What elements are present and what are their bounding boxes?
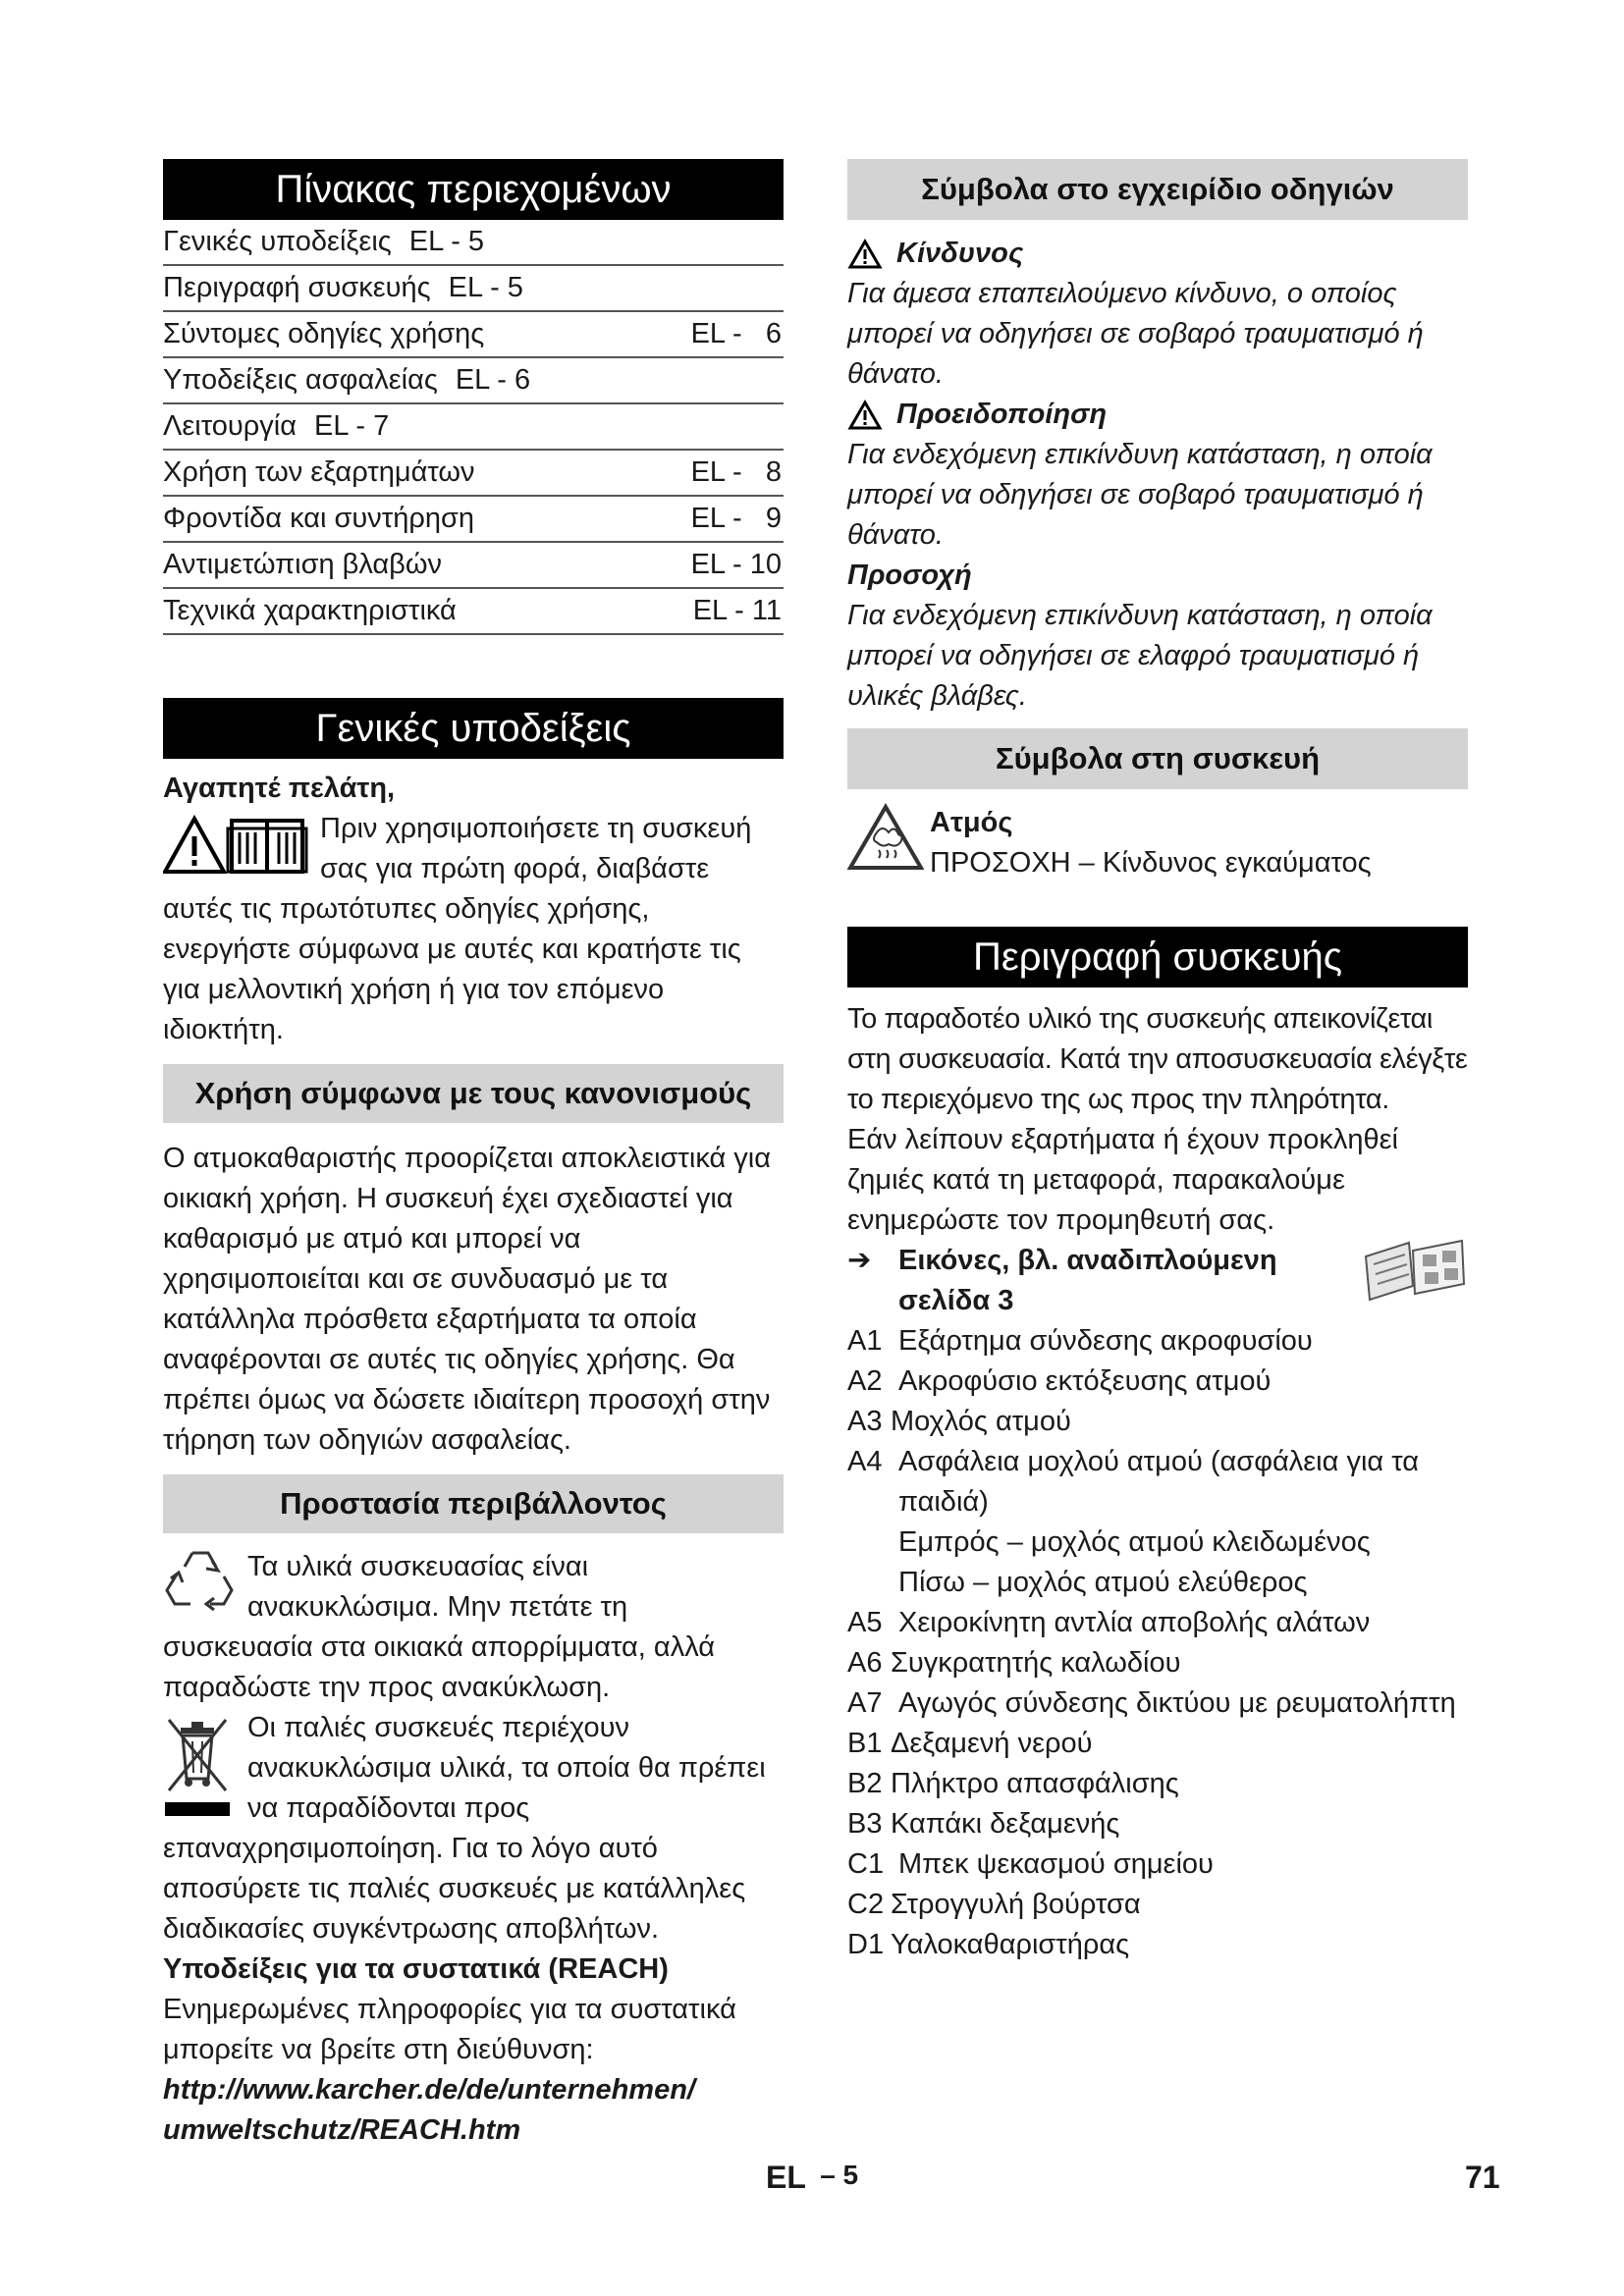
legend-text: Εξάρτημα σύνδεσης ακροφυσίου — [898, 1325, 1313, 1357]
left-column — [163, 159, 784, 2151]
legend-code: D1 — [847, 1929, 885, 1960]
footer-language — [766, 2160, 858, 2196]
figures-reference — [847, 1241, 1468, 1321]
legend-code: A5 — [847, 1607, 883, 1638]
toc-row-page: EL - 6 — [455, 364, 531, 396]
reach-text: Ενημερωμένες πληροφορίες για τα συστατικά μπορείτε να βρείτε στη διεύθυνση: — [163, 1994, 736, 2065]
intro-block — [163, 809, 784, 889]
legend-item — [847, 1844, 1468, 1885]
legend-code: A4 — [847, 1446, 883, 1477]
legend-item — [847, 1402, 1468, 1442]
toc-list — [163, 220, 784, 635]
toc-row-label: Αντιμετώπιση βλαβών — [163, 549, 442, 580]
legend-code: B2 — [847, 1768, 883, 1799]
legend-text: Ακροφύσιο εκτόξευσης ατμού — [898, 1365, 1272, 1397]
right-column — [847, 159, 1468, 1965]
toc-row[interactable] — [163, 451, 784, 497]
legend-text: Δεξαμενή νερού — [891, 1728, 1093, 1759]
reach-url-line-2[interactable]: umweltschutz/REACH.htm — [163, 2114, 521, 2146]
description-para-2: Εάν λείπουν εξαρτήματα ή έχουν προκληθεί ζημιές κατά τη μεταφορά, παρακαλούμε ενημερώστε τον προμηθευτή σας. — [847, 1124, 1398, 1236]
steam-text: ΠΡΟΣΟΧΗ – Κίνδυνος εγκαύματος — [930, 847, 1372, 879]
legend-code: A6 — [847, 1647, 883, 1679]
recycle-text: συσκευασία στα οικιακά απορρίμματα, αλλά παραδώστε την προς ανακύκλωση. — [163, 1631, 716, 1703]
weee-block — [163, 1708, 784, 1829]
toc-row-page: EL - 11 — [692, 595, 782, 626]
legend-code: C2 — [847, 1889, 885, 1920]
danger-heading — [847, 234, 1468, 274]
weee-line-2: ανακυκλώσιμα υλικά, τα οποία θα πρέπει — [247, 1752, 766, 1784]
legend-code: A2 — [847, 1365, 883, 1397]
warning-triangle-icon — [847, 239, 883, 270]
toc-row-label: Φροντίδα και συντήρηση — [163, 503, 475, 534]
toc-row-page: EL - 9 — [690, 503, 782, 534]
toc-row-page: EL - 6 — [690, 318, 782, 349]
danger-text: Για άμεσα επαπειλούμενο κίνδυνο, ο οποίος μπορεί να οδηγήσει σε σοβαρό τραυματισμό ή θάνατο. — [847, 278, 1424, 390]
caution-label: Προσοχή — [847, 560, 972, 591]
steam-symbol-block — [847, 803, 1468, 883]
reach-url-line-1[interactable]: http://www.karcher.de/de/unternehmen/ — [163, 2074, 695, 2106]
legend-text: Πλήκτρο απασφάλισης — [891, 1768, 1179, 1799]
foldout-page-icon — [1360, 1235, 1468, 1308]
weee-text: επαναχρησιμοποίηση. Για το λόγο αυτό αποσύρετε τις παλιές συσκευές με κατάλληλες διαδικασίες συγκέντρωσης αποβλήτων. — [163, 1833, 746, 1945]
recycle-icon-wrap — [163, 1547, 247, 1628]
legend-code: A1 — [847, 1325, 883, 1357]
manual-symbols-title: Σύμβολα στο εγχειρίδιο οδηγιών — [847, 159, 1468, 220]
description-title: Περιγραφή συσκευής — [847, 927, 1468, 988]
recycle-block — [163, 1547, 784, 1628]
toc-row[interactable] — [163, 358, 784, 404]
warning-triangle-icon — [847, 400, 883, 431]
footer-section-page: – 5 — [820, 2160, 859, 2190]
figures-line-1: Εικόνες, βλ. αναδιπλούμενη — [898, 1245, 1277, 1276]
legend-text: Ασφάλεια μοχλού ατμού (ασφάλεια για τα παιδιά) — [898, 1446, 1420, 1518]
caution-text: Για ενδεχόμενη επικίνδυνη κατάσταση, η οποία μπορεί να οδηγήσει σε ελαφρό τραυματισμό ή υλικές βλάβες. — [847, 600, 1433, 712]
toc-row[interactable] — [163, 312, 784, 358]
recycle-line-2: ανακυκλώσιμα. Μην πετάτε τη — [247, 1591, 628, 1623]
legend-item — [847, 1321, 1468, 1362]
toc-row-label: Γενικές υποδείξεις — [163, 226, 392, 257]
toc-row-label: Υποδείξεις ασφαλείας — [163, 364, 438, 396]
toc-row-label: Λειτουργία — [163, 410, 297, 442]
intro-line-2: σας για πρώτη φορά, διαβάστε — [320, 853, 710, 884]
parts-legend — [847, 1321, 1468, 1965]
figures-line-2: σελίδα 3 — [898, 1285, 1014, 1316]
weee-icon-wrap — [163, 1708, 247, 1829]
legend-item — [847, 1603, 1468, 1643]
legend-item — [847, 1885, 1468, 1925]
toc-row-page: EL - 5 — [448, 272, 523, 303]
legend-code: C1 — [847, 1848, 885, 1880]
warning-text: Για ενδεχόμενη επικίνδυνη κατάσταση, η οποία μπορεί να οδηγήσει σε σοβαρό τραυματισμό ή θάνατο. — [847, 439, 1433, 551]
greeting: Αγαπητέ πελάτη, — [163, 773, 396, 804]
legend-item — [847, 1683, 1468, 1724]
intro-line-1: Πριν χρησιμοποιήσετε τη συσκευή — [320, 813, 752, 844]
legend-text: Αγωγός σύνδεσης δικτύου με ρευματολήπτη — [898, 1687, 1456, 1719]
toc-row-page: EL - 7 — [313, 410, 390, 442]
reach-title: Υποδείξεις για τα συστατικά (REACH) — [163, 1953, 669, 1985]
toc-title: Πίνακας περιεχομένων — [163, 159, 784, 220]
footer-lang-code: EL — [766, 2160, 806, 2195]
legend-text: Χειροκίνητη αντλία αποβολής αλάτων — [898, 1607, 1371, 1638]
legend-subline: Εμπρός – μοχλός ατμού κλειδωμένος — [898, 1526, 1371, 1558]
environment-title: Προστασία περιβάλλοντος — [163, 1474, 784, 1533]
legend-text: Μοχλός ατμού — [891, 1406, 1071, 1437]
toc-row[interactable] — [163, 497, 784, 543]
device-symbols-title: Σύμβολα στη συσκευή — [847, 728, 1468, 789]
read-manual-icons — [163, 809, 320, 876]
legend-item — [847, 1764, 1468, 1804]
toc-row-page: EL - 8 — [690, 456, 782, 488]
warning-label: Προειδοποίηση — [896, 399, 1108, 430]
arrow-icon: ➔ — [847, 1245, 872, 1276]
toc-row-label: Περιγραφή συσκευής — [163, 272, 431, 303]
proper-use-text: Ο ατμοκαθαριστής προορίζεται αποκλειστικά για οικιακή χρήση. Η συσκευή έχει σχεδιαστεί για καθαρισμό με ατμό και μπορεί να χρησιμοποιείται και σε συνδυασμό με τα κατάλληλα πρόσθετα εξαρτήματα τα οποία αναφέρονται σε αυτές τις οδηγίες χρήσης. Θα πρέπει όμως να δώσετε ιδιαίτερη προσοχή στην τήρηση των οδηγιών ασφαλείας. — [163, 1143, 771, 1456]
legend-text: Καπάκι δεξαμενής — [891, 1808, 1120, 1840]
weee-line-3: να παραδίδονται προς — [247, 1792, 530, 1824]
legend-item — [847, 1925, 1468, 1965]
recycle-line-1: Τα υλικά συσκευασίας είναι — [247, 1551, 589, 1582]
legend-item — [847, 1804, 1468, 1844]
toc-row-label: Σύντομες οδηγίες χρήσης — [163, 318, 485, 349]
danger-label: Κίνδυνος — [896, 238, 1024, 269]
legend-text: Υαλοκαθαριστήρας — [891, 1929, 1130, 1960]
weee-line-1: Οι παλιές συσκευές περιέχουν — [247, 1712, 629, 1743]
toc-row[interactable] — [163, 404, 784, 451]
recycle-icon — [163, 1547, 238, 1612]
legend-text: Συγκρατητής καλωδίου — [891, 1647, 1181, 1679]
description-para-1: Το παραδοτέο υλικό της συσκευής απεικονίζεται στη συσκευασία. Κατά την αποσυσκευασία ελέγξτε το περιεχόμενο της ως προς την πληρότητα. — [847, 1003, 1468, 1115]
toc-row[interactable] — [163, 266, 784, 312]
intro-text: αυτές τις πρωτότυπες οδηγίες χρήσης, ενεργήστε σύμφωνα με αυτές και κρατήστε τις για μελλοντική χρήση ή για τον επόμενο ιδιοκτήτη. — [163, 893, 741, 1045]
hot-steam-icon — [847, 803, 924, 872]
legend-text: Μπεκ ψεκασμού σημείου — [898, 1848, 1214, 1880]
legend-item — [847, 1362, 1468, 1402]
crossed-bin-icon — [163, 1712, 232, 1820]
toc-row-page: EL - 10 — [690, 549, 782, 580]
legend-subline: Πίσω – μοχλός ατμού ελεύθερος — [898, 1567, 1308, 1598]
toc-row[interactable] — [163, 589, 784, 635]
footer-page-number: 71 — [1465, 2160, 1500, 2195]
toc-row-label: Τεχνικά χαρακτηριστικά — [163, 595, 457, 626]
legend-code: A7 — [847, 1687, 883, 1719]
legend-code: B1 — [847, 1728, 883, 1759]
legend-item — [847, 1643, 1468, 1683]
general-title: Γενικές υποδείξεις — [163, 698, 784, 759]
legend-code: A3 — [847, 1406, 883, 1437]
warning-heading — [847, 395, 1468, 435]
proper-use-title: Χρήση σύμφωνα με τους κανονισμούς — [163, 1064, 784, 1123]
warning-book-icon — [163, 815, 316, 876]
steam-label: Ατμός — [930, 807, 1013, 838]
toc-row[interactable] — [163, 543, 784, 589]
legend-item — [847, 1724, 1468, 1764]
toc-row-label: Χρήση των εξαρτημάτων — [163, 456, 475, 488]
toc-row-page: EL - 5 — [408, 226, 485, 257]
legend-text: Στρογγυλή βούρτσα — [891, 1889, 1141, 1920]
legend-code: B3 — [847, 1808, 883, 1840]
toc-row[interactable] — [163, 220, 784, 266]
legend-item — [847, 1442, 1468, 1522]
